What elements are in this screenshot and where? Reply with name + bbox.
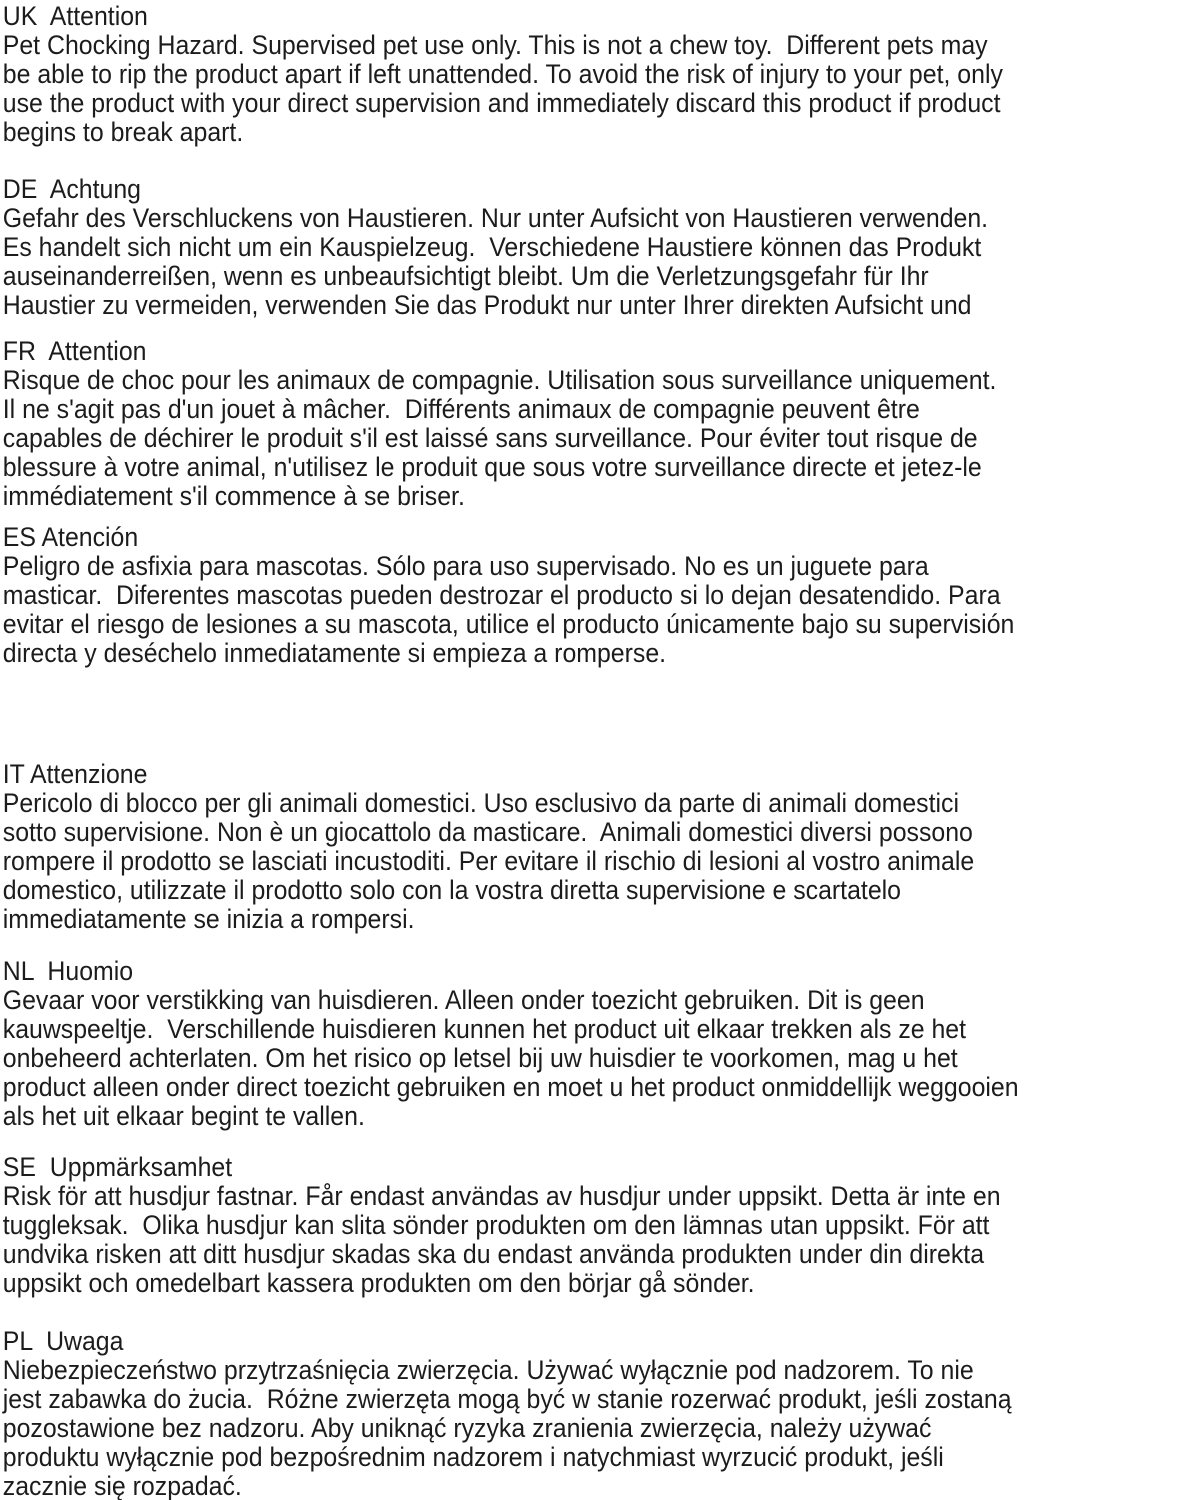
warning-section-pl	[3, 1327, 1197, 1500]
section-heading-pl: PL Uwaga	[2, 1326, 124, 1356]
body-text-line: tuggleksak. Olika husdjur kan slita sönder produkten om den lämnas utan uppsikt. För att	[2, 1210, 990, 1240]
body-text-line: domestico, utilizzate il prodotto solo con la vostra diretta supervisione e scartatelo	[2, 875, 902, 905]
warning-section-it	[3, 760, 1197, 934]
section-body-es	[3, 552, 1197, 668]
section-body-uk	[3, 31, 1197, 147]
body-text-line: begins to break apart.	[2, 117, 244, 147]
section-heading-it: IT Attenzione	[2, 759, 148, 789]
body-text-line: Es handelt sich nicht um ein Kauspielzeug. Verschiedene Haustiere können das Produkt	[2, 232, 982, 262]
section-body-de	[3, 204, 1197, 320]
body-text-line: product alleen onder direct toezicht gebruiken en moet u het product onmiddellijk weggooien	[2, 1072, 1019, 1102]
section-heading-es: ES Atención	[2, 522, 139, 552]
body-text-line: onbeheerd achterlaten. Om het risico op letsel bij uw huisdier te voorkomen, mag u het	[2, 1043, 958, 1073]
body-text-line: immédiatement s'il commence à se briser.	[2, 481, 465, 511]
section-body-fr	[3, 366, 1197, 511]
section-body-se	[3, 1182, 1197, 1298]
body-text-line: be able to rip the product apart if left unattended. To avoid the risk of injury to your pet, only	[2, 59, 1003, 89]
warning-section-se	[3, 1153, 1197, 1298]
body-text-line: als het uit elkaar begint te vallen.	[2, 1101, 365, 1131]
body-text-line: blessure à votre animal, n'utilisez le produit que sous votre surveillance directe et jetez-le	[2, 452, 982, 482]
body-text-line: Risk för att husdjur fastnar. Får endast användas av husdjur under uppsikt. Detta är inte en	[2, 1181, 1001, 1211]
section-heading-de: DE Achtung	[2, 174, 141, 204]
body-text-line: Gevaar voor verstikking van huisdieren. Alleen onder toezicht gebruiken. Dit is geen	[2, 985, 925, 1015]
section-body-pl	[3, 1356, 1197, 1500]
body-text-line: directa y deséchelo inmediatamente si empieza a romperse.	[2, 638, 667, 668]
body-text-line: produktu wyłącznie pod bezpośrednim nadzorem i natychmiast wyrzucić produkt, jeśli	[2, 1442, 944, 1472]
warning-section-fr	[3, 337, 1197, 511]
section-body-nl	[3, 986, 1197, 1131]
body-text-line: masticar. Diferentes mascotas pueden destrozar el producto si lo dejan desatendido. Para	[2, 580, 1001, 610]
section-body-it	[3, 789, 1197, 934]
body-text-line: uppsikt och omedelbart kassera produkten om den börjar gå sönder.	[2, 1268, 755, 1298]
body-text-line: sotto supervisione. Non è un giocattolo da masticare. Animali domestici diversi possono	[2, 817, 973, 847]
body-text-line: Il ne s'agit pas d'un jouet à mâcher. Différents animaux de compagnie peuvent être	[2, 394, 920, 424]
warning-section-nl	[3, 957, 1197, 1131]
warning-section-es	[3, 523, 1197, 668]
body-text-line: Haustier zu vermeiden, verwenden Sie das Produkt nur unter Ihrer direkten Aufsicht und	[2, 290, 972, 320]
warning-section-uk	[3, 2, 1197, 147]
section-heading-se: SE Uppmärksamhet	[2, 1152, 233, 1182]
section-heading-uk: UK Attention	[2, 1, 148, 31]
body-text-line: Gefahr des Verschluckens von Haustieren. Nur unter Aufsicht von Haustieren verwenden.	[2, 203, 989, 233]
body-text-line: rompere il prodotto se lasciati incustoditi. Per evitare il rischio di lesioni al vostro animale	[2, 846, 975, 876]
body-text-line: Peligro de asfixia para mascotas. Sólo para uso supervisado. No es un juguete para	[2, 551, 929, 581]
body-text-line: pozostawione bez nadzoru. Aby uniknąć ryzyka zranienia zwierzęcia, należy używać	[2, 1413, 932, 1443]
body-text-line: kauwspeeltje. Verschillende huisdieren kunnen het product uit elkaar trekken als ze het	[2, 1014, 967, 1044]
section-heading-nl: NL Huomio	[2, 956, 134, 986]
body-text-line: jest zabawka do żucia. Różne zwierzęta mogą być w stanie rozerwać produkt, jeśli zostaną	[2, 1384, 1012, 1414]
body-text-line: capables de déchirer le produit s'il est laissé sans surveillance. Pour éviter tout risque de	[2, 423, 978, 453]
body-text-line: undvika risken att ditt husdjur skadas ska du endast använda produkten under din direkta	[2, 1239, 985, 1269]
body-text-line: immediatamente se inizia a rompersi.	[2, 904, 415, 934]
warning-section-de	[3, 175, 1197, 320]
section-heading-fr: FR Attention	[2, 336, 147, 366]
body-text-line: Niebezpieczeństwo przytrzaśnięcia zwierzęcia. Używać wyłącznie pod nadzorem. To nie	[2, 1355, 974, 1385]
body-text-line: zacznie się rozpadać.	[2, 1471, 242, 1500]
body-text-line: Pericolo di blocco per gli animali domestici. Uso esclusivo da parte di animali domestici	[2, 788, 959, 818]
body-text-line: evitar el riesgo de lesiones a su mascota, utilice el producto únicamente bajo su supervisión	[2, 609, 1015, 639]
body-text-line: auseinanderreißen, wenn es unbeaufsichtigt bleibt. Um die Verletzungsgefahr für Ihr	[2, 261, 929, 291]
body-text-line: Pet Chocking Hazard. Supervised pet use only. This is not a chew toy. Different pets may	[2, 30, 988, 60]
body-text-line: use the product with your direct supervision and immediately discard this product if product	[2, 88, 1001, 118]
body-text-line: Risque de choc pour les animaux de compagnie. Utilisation sous surveillance uniquement.	[2, 365, 997, 395]
